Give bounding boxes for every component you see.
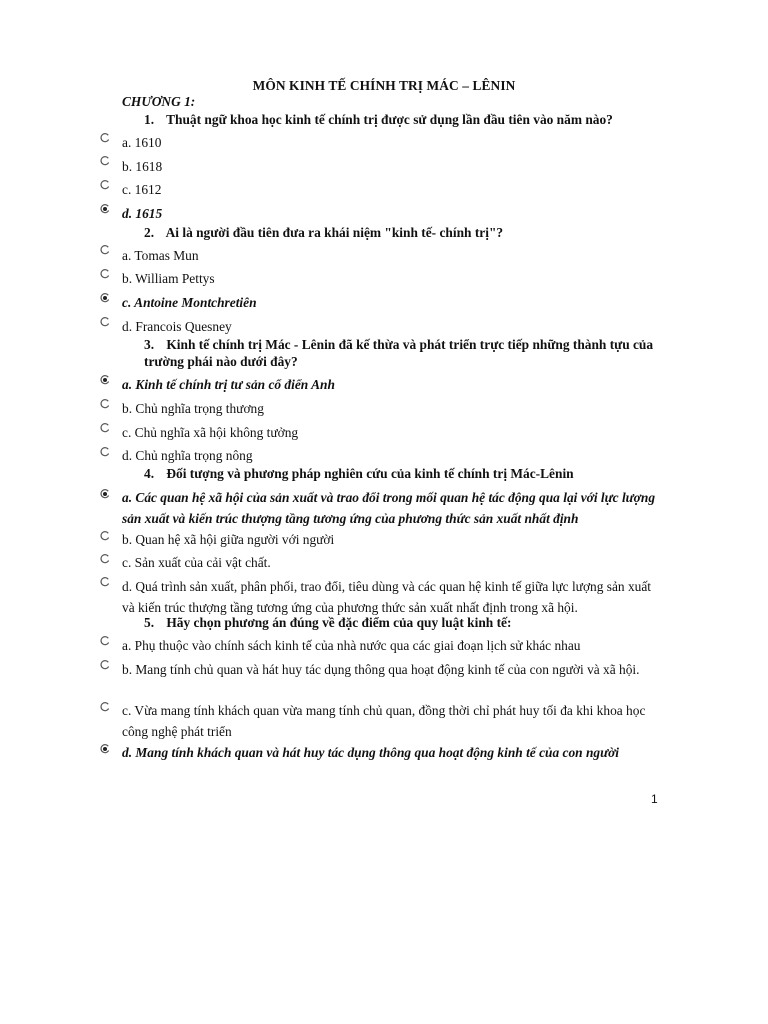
- radio-empty-icon[interactable]: [100, 447, 110, 457]
- question-number: 3.: [144, 337, 155, 352]
- option-1a[interactable]: a. 1610: [122, 135, 162, 150]
- page-number: 1: [651, 792, 658, 806]
- option-3d[interactable]: d. Chủ nghĩa trọng nông: [122, 448, 253, 463]
- option-1b[interactable]: b. 1618: [122, 159, 163, 174]
- option-4a[interactable]: a. Các quan hệ xã hội của sản xuất và trao đổi trong mối quan hệ tác động qua lại với lực lượng sản xuất và kiến trúc thượng tầng tương ứng của phương thức sản xuất nhất định: [122, 490, 656, 526]
- option-1d[interactable]: d. 1615: [122, 206, 163, 221]
- question-5: [144, 614, 654, 631]
- radio-empty-icon[interactable]: [100, 554, 110, 564]
- radio-empty-icon[interactable]: [100, 269, 110, 279]
- radio-selected-icon[interactable]: [100, 744, 110, 754]
- radio-empty-icon[interactable]: [100, 133, 110, 143]
- radio-selected-icon[interactable]: [100, 293, 110, 303]
- document-title: MÔN KINH TẾ CHÍNH TRỊ MÁC – LÊNIN: [252, 78, 516, 93]
- question-4: [144, 465, 654, 482]
- option-5c[interactable]: c. Vừa mang tính khách quan vừa mang tính chủ quan, đồng thời chỉ phát huy tối đa khi khoa học công nghệ phát triển: [122, 703, 646, 739]
- option-3a[interactable]: a. Kinh tế chính trị tư sản cổ điển Anh: [122, 377, 335, 392]
- option-2a[interactable]: a. Tomas Mun: [122, 248, 199, 263]
- question-number: 1.: [144, 112, 155, 127]
- question-text: Kinh tế chính trị Mác - Lênin đã kế thừa và phát triển trực tiếp những thành tựu của trường phái nào dưới đây?: [144, 337, 654, 369]
- option-5b[interactable]: b. Mang tính chủ quan và hát huy tác dụng thông qua hoạt động kinh tế của con người và xã hội.: [122, 662, 640, 677]
- option-2d[interactable]: d. Francois Quesney: [122, 319, 232, 334]
- option-2c[interactable]: c. Antoine Montchretiên: [122, 295, 257, 310]
- question-text: Hãy chọn phương án đúng về đặc điểm của quy luật kinh tế:: [166, 615, 512, 630]
- option-3c[interactable]: c. Chủ nghĩa xã hội không tưởng: [122, 425, 299, 440]
- radio-empty-icon[interactable]: [100, 180, 110, 190]
- option-3b[interactable]: b. Chủ nghĩa trọng thương: [122, 401, 264, 416]
- radio-empty-icon[interactable]: [100, 156, 110, 166]
- question-1: [144, 111, 654, 128]
- option-4d[interactable]: d. Quá trình sản xuất, phân phối, trao đổi, tiêu dùng và các quan hệ kinh tế giữa lực lượng sản xuất và kiến trúc thượng tầng tương ứng của phương thức sản xuất nhất định trong xã hội.: [122, 579, 652, 615]
- radio-empty-icon[interactable]: [100, 531, 110, 541]
- radio-empty-icon[interactable]: [100, 317, 110, 327]
- option-5d[interactable]: d. Mang tính khách quan và hát huy tác dụng thông qua hoạt động kinh tế của con người: [122, 745, 620, 760]
- question-text: Thuật ngữ khoa học kinh tế chính trị được sử dụng lần đầu tiên vào năm nào?: [166, 112, 613, 127]
- option-5a[interactable]: a. Phụ thuộc vào chính sách kinh tế của nhà nước qua các giai đoạn lịch sử khác nhau: [122, 638, 581, 653]
- option-4b[interactable]: b. Quan hệ xã hội giữa người với người: [122, 532, 335, 547]
- option-4c[interactable]: c. Sản xuất của cải vật chất.: [122, 555, 271, 570]
- radio-empty-icon[interactable]: [100, 702, 110, 712]
- question-3: [144, 336, 654, 370]
- question-text: Đối tượng và phương pháp nghiên cứu của kinh tế chính trị Mác-Lênin: [166, 466, 574, 481]
- chapter-heading: CHƯƠNG 1:: [122, 94, 196, 109]
- radio-selected-icon[interactable]: [100, 489, 110, 499]
- question-number: 5.: [144, 615, 155, 630]
- question-2: [144, 224, 654, 241]
- radio-empty-icon[interactable]: [100, 245, 110, 255]
- radio-empty-icon[interactable]: [100, 423, 110, 433]
- radio-selected-icon[interactable]: [100, 204, 110, 214]
- option-2b[interactable]: b. William Pettys: [122, 271, 215, 286]
- question-number: 2.: [144, 225, 155, 240]
- radio-selected-icon[interactable]: [100, 375, 110, 385]
- radio-empty-icon[interactable]: [100, 636, 110, 646]
- radio-empty-icon[interactable]: [100, 660, 110, 670]
- option-1c[interactable]: c. 1612: [122, 182, 162, 197]
- radio-empty-icon[interactable]: [100, 399, 110, 409]
- question-number: 4.: [144, 466, 155, 481]
- question-text: Ai là người đầu tiên đưa ra khái niệm "kinh tế- chính trị"?: [165, 225, 504, 240]
- radio-empty-icon[interactable]: [100, 577, 110, 587]
